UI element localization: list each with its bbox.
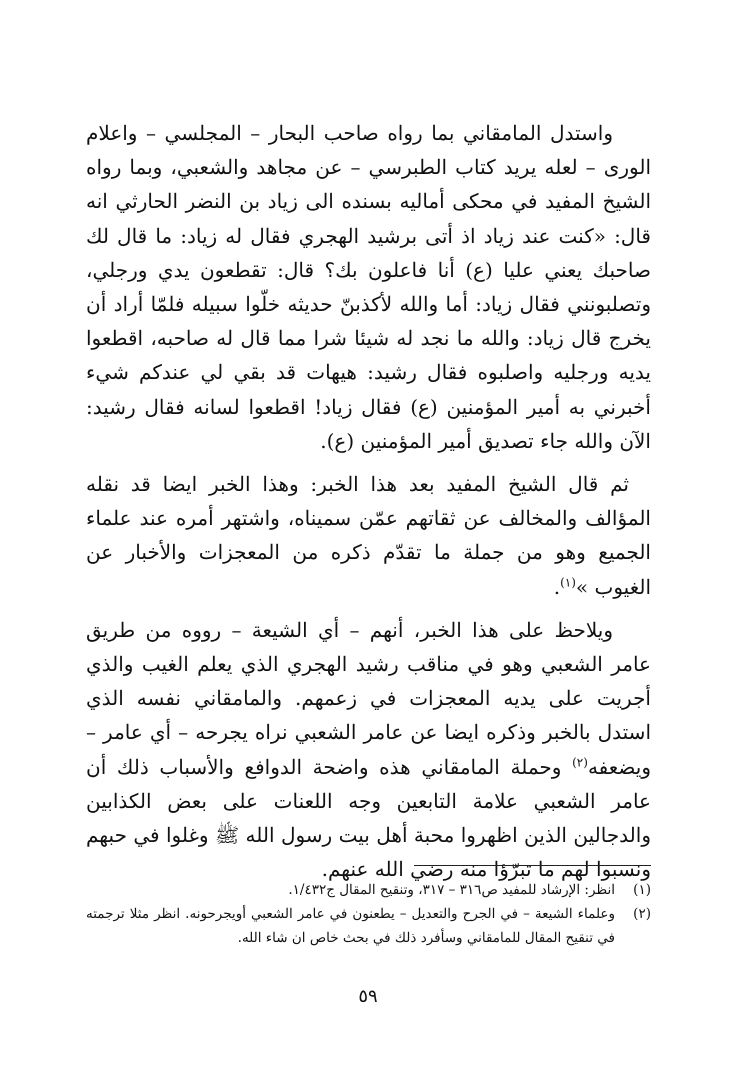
paragraph-3 (86, 613, 651, 887)
main-text (86, 116, 651, 886)
paragraph-2-end: . (553, 574, 561, 599)
footnote-ref-1[interactable]: (١) (560, 574, 576, 589)
footnote-2-number: (٢) (633, 906, 651, 922)
paragraph-1-text: واستدل المامقاني بما رواه صاحب البحار – المجلسي – واعلام الورى – لعله يريد كتاب الطبرسي – عن مجاهد والشعبي، وبما رواه الشيخ المفيد في محكى أماليه بسنده الى زياد بن النضر الحارثي انه قال: «كنت عند زياد اذ أتى برشيد الهجري فقال له زياد: ما قال لك صاحبك يعني عليا (ع) أنا فاعلون بك؟ قال: تقطعون يدي ورجلي، وتصلبونني فقال زياد: أما والله لأكذبنّ حديثه خلّوا سبيله فلمّا أراد أن يخرج قال زياد: والله ما نجد له شيئا شرا مما قال له صاحبه، اقطعوا يديه ورجليه واصلبوه فقال رشيد: هيهات قد بقي لي عندكم شيء أخبرني به أمير المؤمنين (ع) فقال زياد! اقطعوا لسانه فقال رشيد: الآن والله جاء تصديق أمير المؤمنين (ع). (86, 121, 651, 453)
footnote-separator (414, 865, 651, 866)
footnote-1-number: (١) (633, 882, 651, 898)
paragraph-2 (86, 467, 651, 604)
footnote-ref-2[interactable]: (٢) (572, 755, 588, 769)
page-number: ٥٩ (358, 986, 378, 1007)
paragraph-2-text: ثم قال الشيخ المفيد بعد هذا الخبر: وهذا الخبر ايضا قد نقله المؤالف والمخالف عن ثقاتهم عمّن سميناه، واشتهر أمره عند علماء الجميع وهو من جملة ما تقدّم ذكره من المعجزات والأخبار عن الغيوب » (86, 472, 651, 599)
footnote-1 (86, 878, 651, 902)
paragraph-3-text-b: وحملة المامقاني هذه واضحة الدوافع والأسباب ذلك أن عامر الشعبي علامة التابعين وجه اللعنات على بعض الكذابين والدجالين الذين اظهروا محبة أهل بيت رسول الله ﷺ وغلوا في حبهم ونسبوا لهم ما تبرّؤا منه رضي الله عنهم. (86, 754, 651, 882)
paragraph-3-text-a: ويلاحظ على هذا الخبر، أنهم – أي الشيعة – رووه من طريق عامر الشعبي وهو في مناقب رشيد الهجري الذي يعلم الغيب والذي أجريت على يديه المعجزات في زعمهم. والمامقاني نفسه الذي استدل بالخبر وذكره ايضا عن عامر الشعبي نراه يجرحه – أي عامر – ويضعفه (86, 617, 651, 779)
footnote-1-text: انظر: الإرشاد للمفيد ص٣١٦ – ٣١٧، وتنقيح المقال ج١/٤٣٢. (288, 882, 615, 898)
footnote-2-text: وعلماء الشيعة – في الجرح والتعديل – يطعنون في عامر الشعبي أويجرحونه. انظر مثلا ترجمته في تنقيح المقال للمامقاني وسأفرد ذلك في بحث خاص ان شاء الله. (86, 906, 615, 946)
paragraph-1 (86, 116, 651, 458)
footnotes (86, 878, 651, 950)
footnote-2 (86, 902, 651, 950)
